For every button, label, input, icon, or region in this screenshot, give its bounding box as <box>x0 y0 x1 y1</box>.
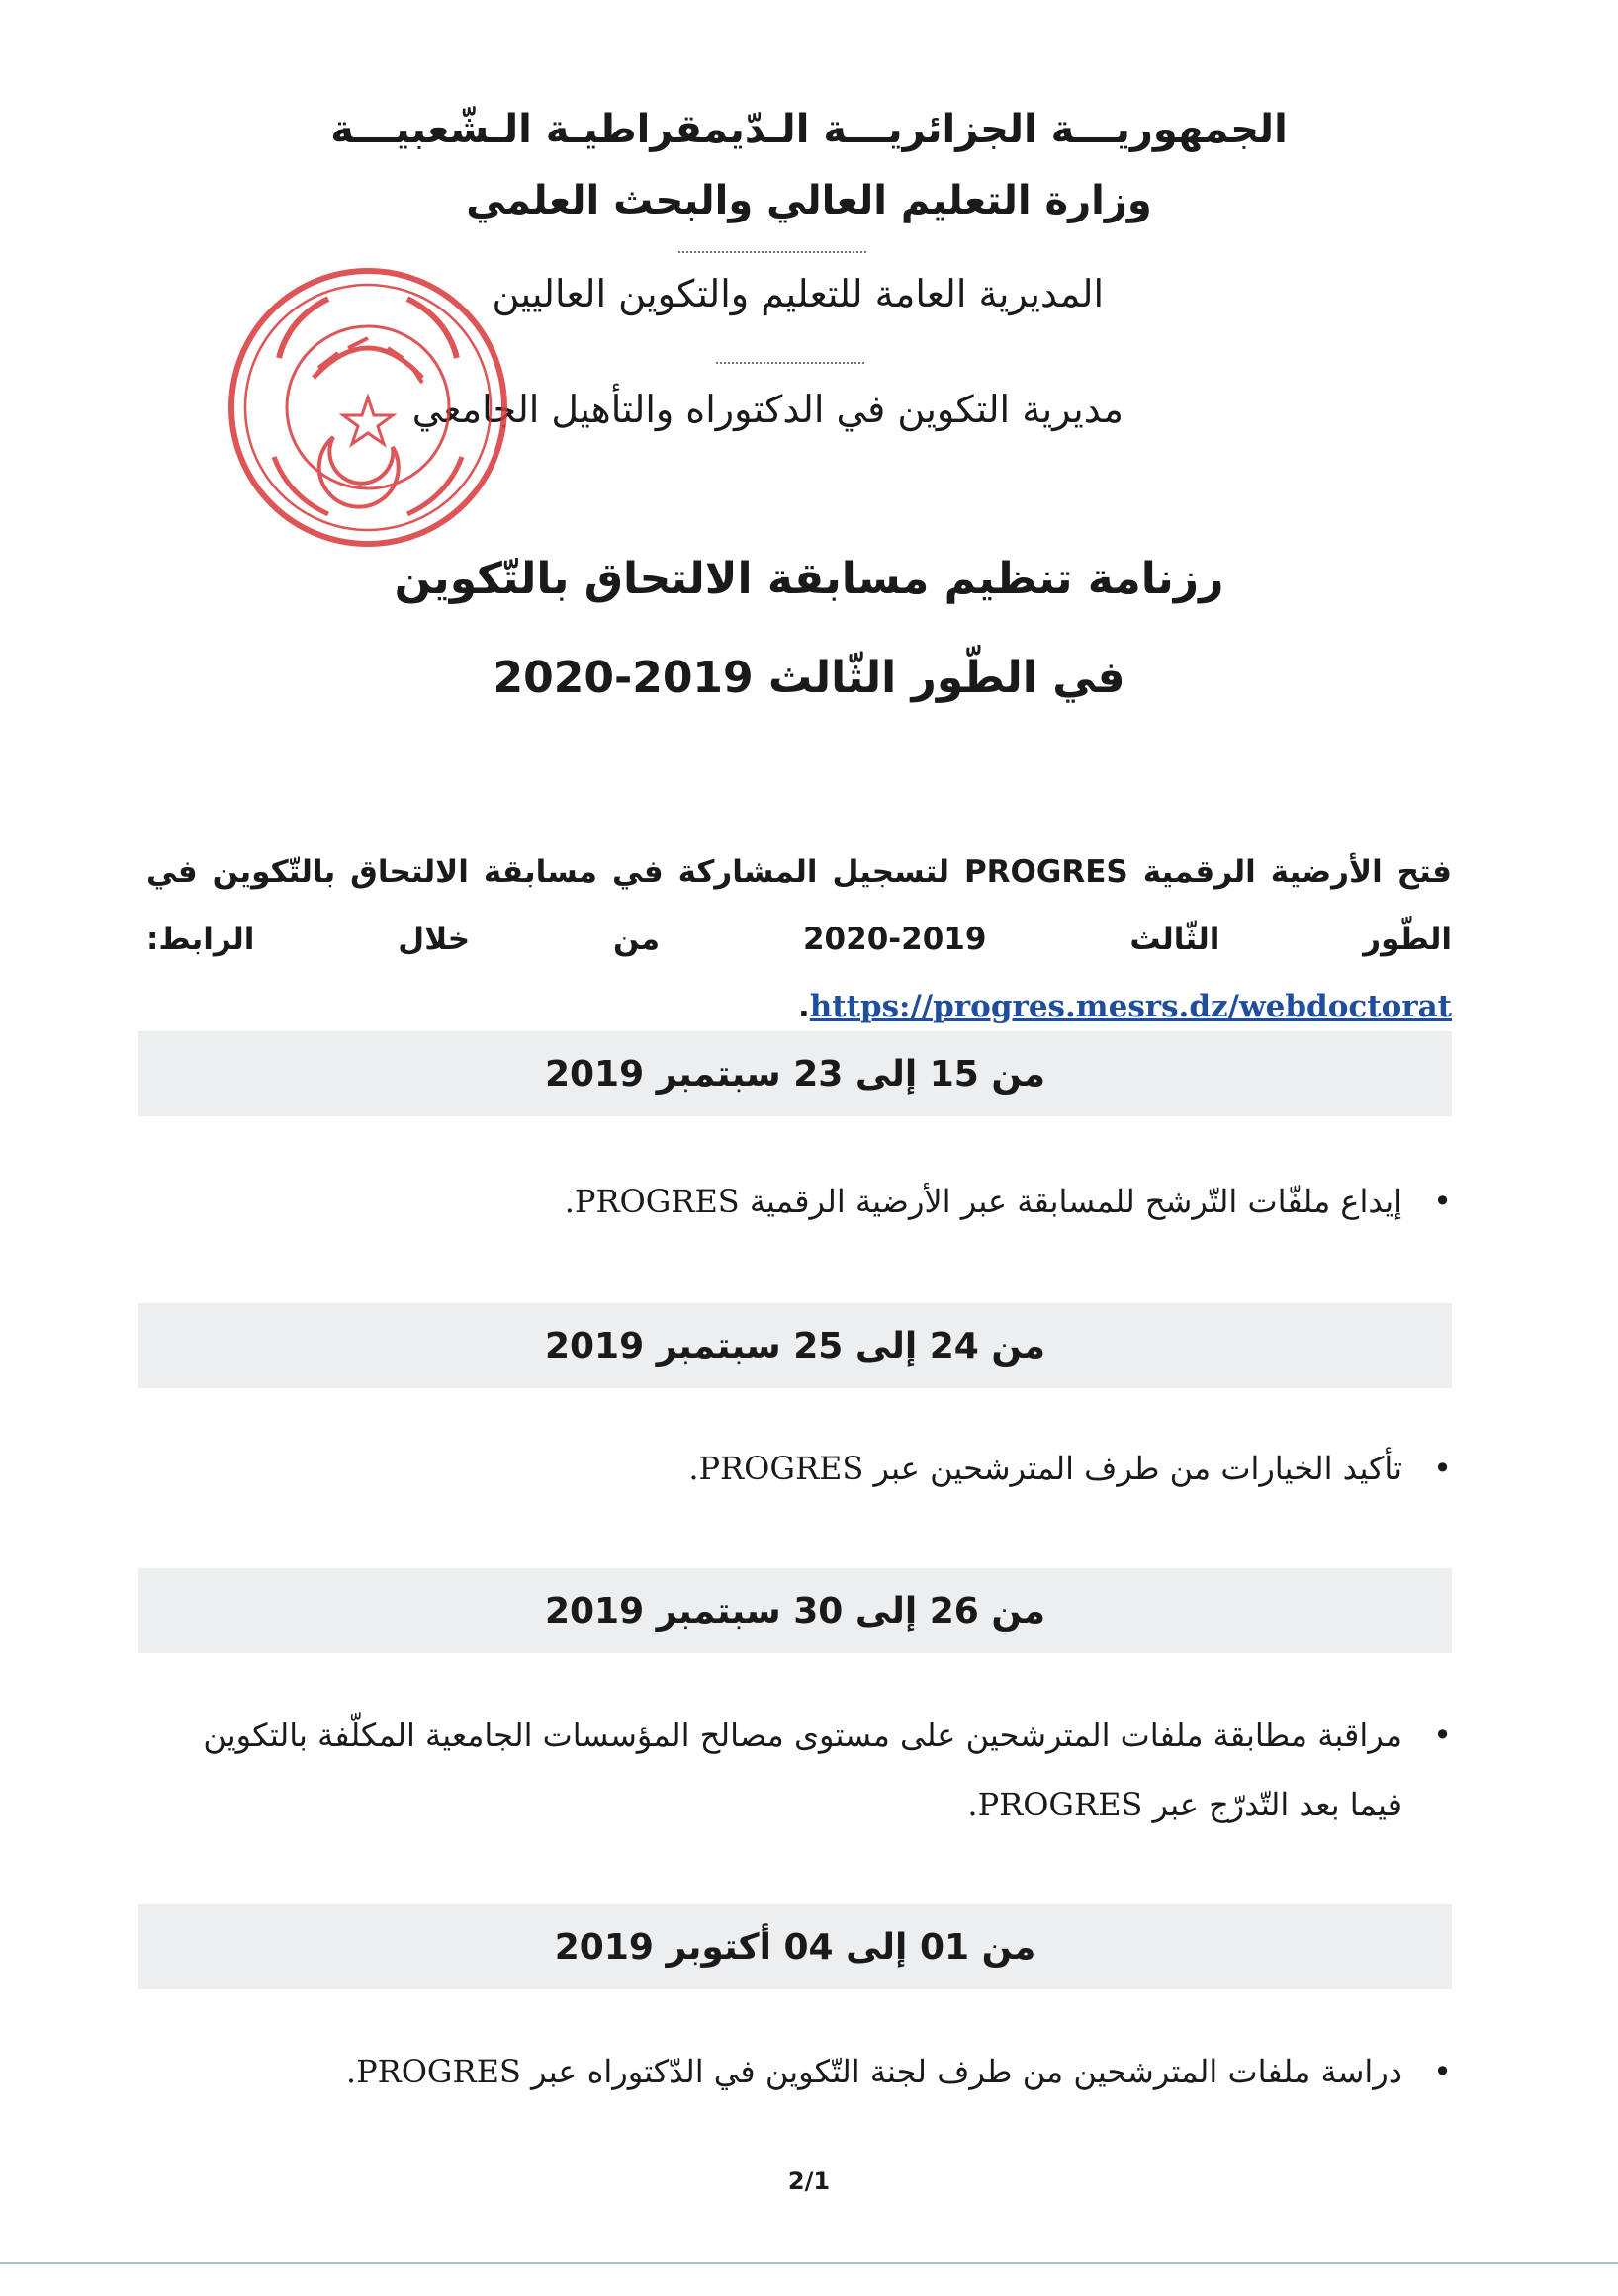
date-range: من 24 إلى 25 سبتمبر 2019 <box>544 1325 1046 1367</box>
intro-paragraph <box>146 839 1452 1040</box>
date-range: من 01 إلى 04 أكتوبر 2019 <box>554 1926 1036 1968</box>
schedule-task: • إيداع ملفّات التّرشح للمسابقة عبر الأرضية الرقمية PROGRES. <box>166 1167 1452 1236</box>
country-heading: الجمهوريـــة الجزائريـــة الـدّيمقراطيـة الـشّعبيـــة <box>330 107 1288 152</box>
directorate-heading: مديرية التكوين في الدكتوراه والتأهيل الجامعي <box>411 388 1124 431</box>
date-band <box>138 1303 1452 1388</box>
date-band <box>138 1568 1452 1653</box>
date-range: من 26 إلى 30 سبتمبر 2019 <box>544 1590 1046 1632</box>
intro-period: . <box>797 989 810 1024</box>
date-band <box>138 1031 1452 1116</box>
bottom-rule <box>0 2262 1618 2264</box>
schedule-task: • دراسة ملفات المترشحين من طرف لجنة التّكوين في الدّكتوراه عبر PROGRES. <box>166 2037 1452 2106</box>
schedule-task: • تأكيد الخيارات من طرف المترشحين عبر PROGRES. <box>166 1434 1452 1503</box>
page-number: 2/1 <box>787 2167 831 2195</box>
calendar-subtitle: في الطّور الثّالث 2019-2020 <box>493 653 1125 703</box>
date-range: من 15 إلى 23 سبتمبر 2019 <box>544 1053 1046 1095</box>
intro-text: فتح الأرضية الرقمية PROGRES لتسجيل المشاركة في مسابقة الالتحاق بالتّكوين في الطّور الثّالث 2019-2020 من خلال الرابط: <box>146 854 1452 957</box>
date-band <box>138 1904 1452 1989</box>
ministry-heading: وزارة التعليم العالي والبحث العلمي <box>466 178 1152 223</box>
dotted-separator <box>678 251 866 253</box>
calendar-title: رزنامة تنظيم مسابقة الالتحاق بالتّكوين <box>394 554 1224 604</box>
directorate-general-heading: المديرية العامة للتعليم والتكوين العاليين <box>492 272 1104 315</box>
schedule-task: • مراقبة مطابقة ملفات المترشحين على مستوى مصالح المؤسسات الجامعية المكلّفة بالتكوين فيما بعد التّدرّج عبر PROGRES. <box>166 1701 1452 1839</box>
dotted-separator <box>716 362 864 364</box>
webdoctorat-link[interactable]: https://progres.mesrs.dz/webdoctorat <box>809 989 1452 1024</box>
official-seal-icon <box>220 259 516 556</box>
